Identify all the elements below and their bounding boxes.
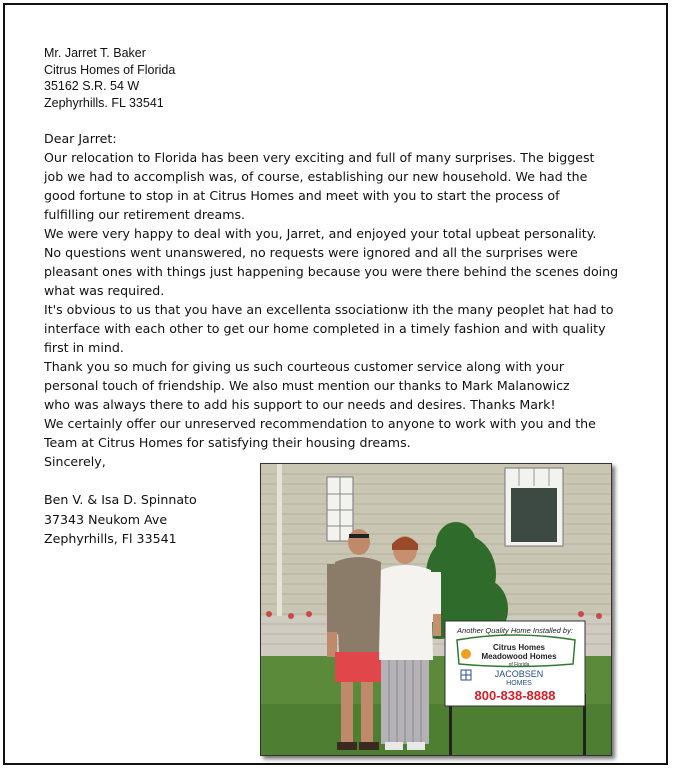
closing: Sincerely, [44,454,106,469]
body-line: We certainly offer our unreserved recommendation to anyone to work with you and the [44,416,596,431]
recipient-name: Mr. Jarret T. Baker [44,46,146,60]
body-line: who was always there to add his support to our needs and desires. Thanks Mark! [44,397,556,412]
sign-brand3-sub: HOMES [506,680,532,687]
body-line: good fortune to stop in at Citrus Homes and meet with you to start the process of [44,188,560,203]
recipient-address [44,45,634,111]
body-line: what was required. [44,283,165,298]
body-line: personal touch of friendship. We also must mention our thanks to Mark Malanowicz [44,378,570,393]
signature-block [44,490,197,549]
yard-sign [445,621,585,706]
body-line: Team at Citrus Homes for satisfying their housing dreams. [44,435,411,450]
signature-street: 37343 Neukom Ave [44,511,168,527]
signature-city: Zephyrhills, Fl 33541 [44,531,177,546]
sign-brand3: JACOBSEN [494,669,544,679]
signature-name: Ben V. & Isa D. Spinnato [44,492,197,507]
body-line: first in mind. [44,340,124,355]
body-line: job we had to accomplish was, of course, establishing our new household. We had the [44,169,588,184]
downspout [277,464,282,624]
sign-tagline: Another Quality Home Installed by: [457,626,573,635]
house-photo [260,463,612,756]
sign-brand2: Meadowood Homes [481,652,557,661]
recipient-company: Citrus Homes of Florida [44,62,176,77]
sun-icon [461,649,471,659]
letter-body [44,129,634,471]
sign-phone: 800-838-8888 [474,688,556,703]
recipient-city: Zephyrhills. FL 33541 [44,95,164,110]
sign-brand2-sub: of Florida [508,662,530,668]
letter [44,45,634,471]
body-line: It's obvious to us that you have an excellenta ssociationw ith the many peoplet hat had to [44,302,614,317]
body-line: interface with each other to get our home completed in a timely fashion and with quality [44,321,606,336]
body-line: Our relocation to Florida has been very exciting and full of many surprises. The biggest [44,150,595,165]
salutation: Dear Jarret: [44,131,117,146]
body-line: fulfilling our retirement dreams. [44,207,246,222]
body-line: We were very happy to deal with you, Jarret, and enjoyed your total upbeat personality. [44,226,597,241]
recipient-street: 35162 S.R. 54 W [44,79,140,93]
body-line: No questions went unanswered, no requests were ignored and all the surprises were [44,245,578,260]
body-line: pleasant ones with things just happening because you were there behind the scenes doing [44,264,619,279]
body-line: Thank you so much for giving us such courteous customer service along with your [44,359,565,374]
sign-brand1: Citrus Homes [492,643,546,652]
